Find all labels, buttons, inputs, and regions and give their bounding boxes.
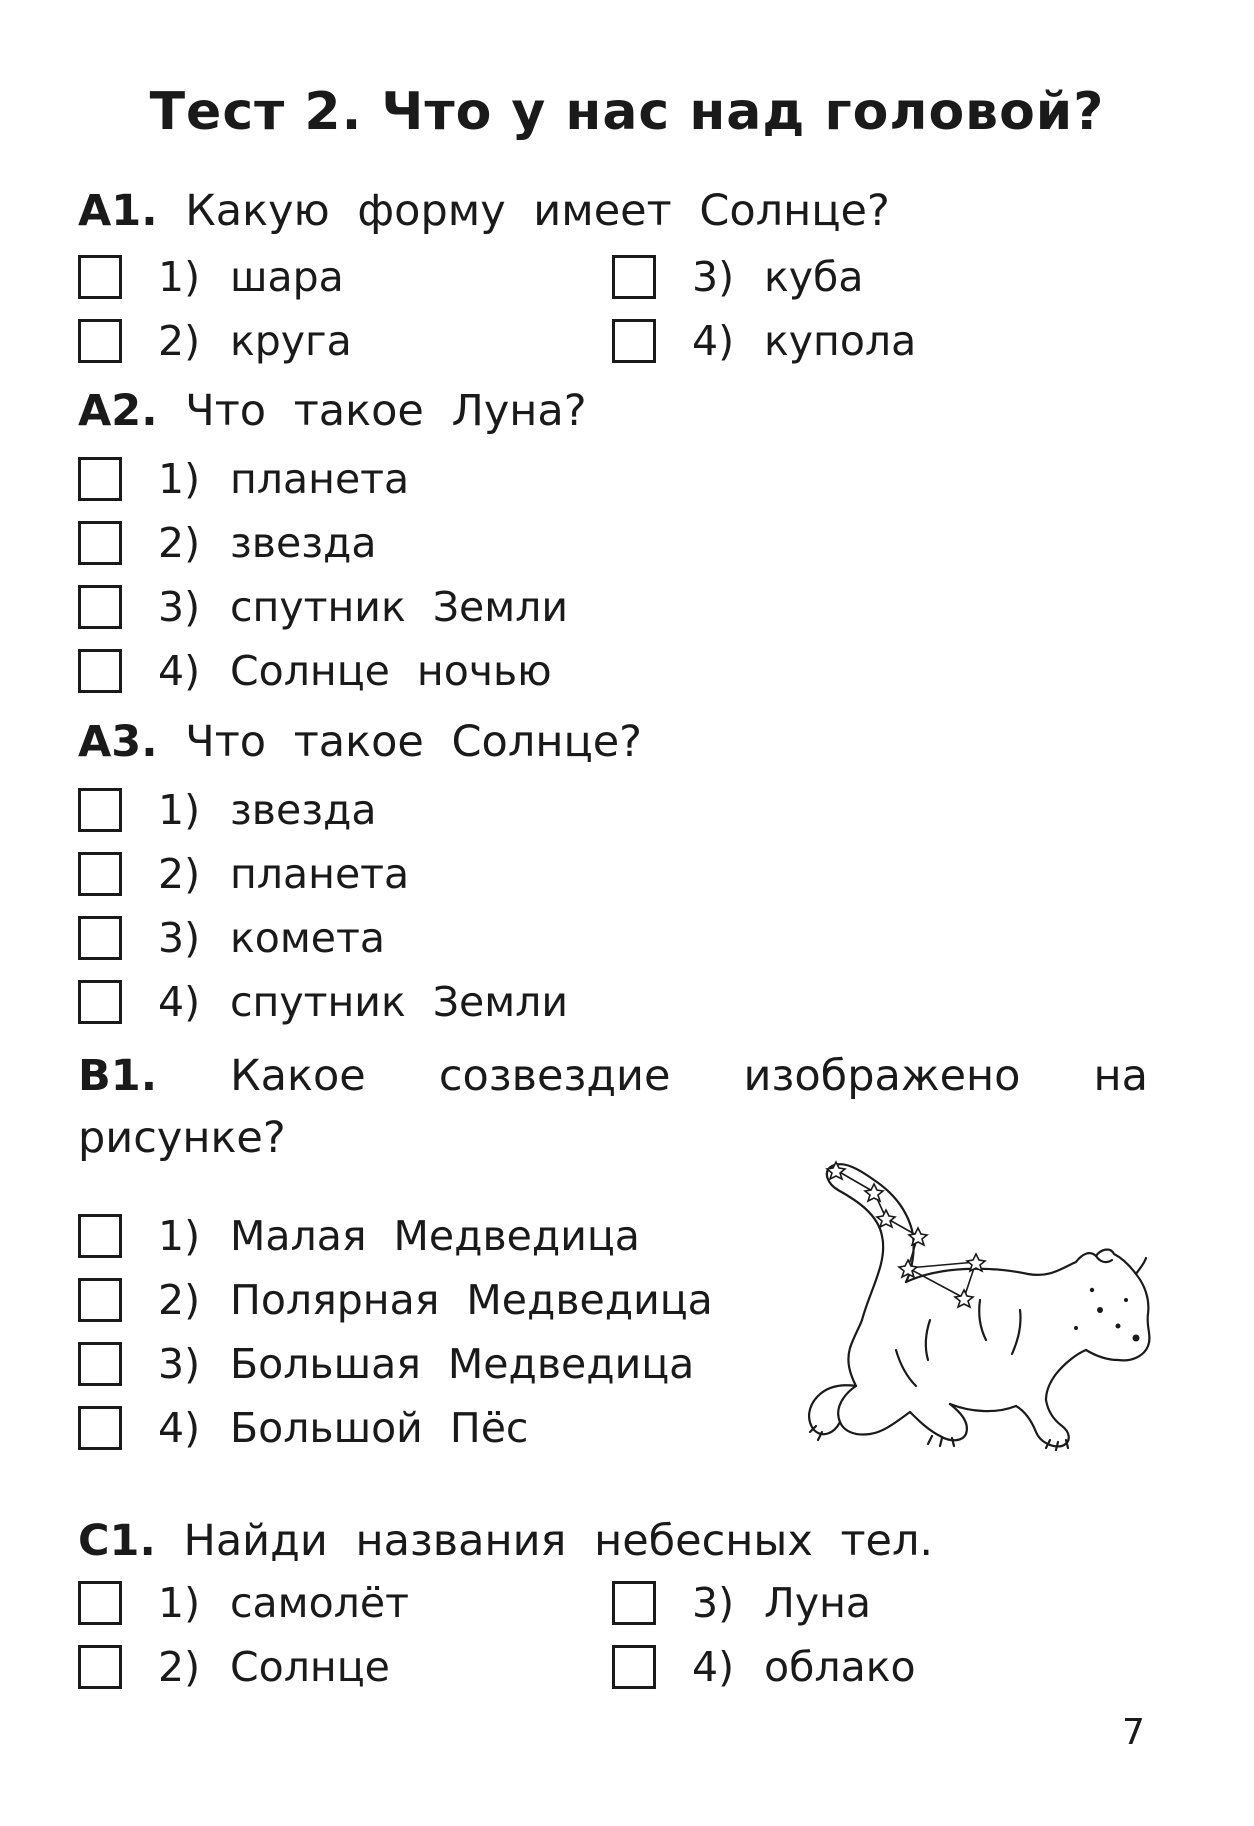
- question-number: С1.: [78, 1516, 156, 1566]
- option-text: спутник Земли: [230, 583, 569, 631]
- answer-checkbox[interactable]: [78, 788, 122, 832]
- question-number: А3.: [78, 717, 158, 767]
- option-number: 1): [158, 1212, 201, 1260]
- option-number: 3): [692, 1579, 735, 1627]
- option-number: 1): [158, 455, 201, 503]
- option-text: Полярная Медведица: [230, 1276, 713, 1324]
- option-text: Солнце: [230, 1643, 390, 1691]
- question-text: Что такое Солнце?: [185, 717, 643, 767]
- option-number: 1): [158, 253, 201, 301]
- answer-checkbox[interactable]: [78, 1645, 122, 1689]
- question-text: Что такое Луна?: [185, 386, 587, 436]
- question-text: Какую форму имеет Солнце?: [185, 186, 890, 236]
- answer-checkbox[interactable]: [78, 521, 122, 565]
- option-number: 2): [158, 1276, 201, 1324]
- answer-checkbox[interactable]: [78, 649, 122, 693]
- option-number: 2): [158, 519, 201, 567]
- option-text: шара: [230, 253, 344, 301]
- answer-checkbox[interactable]: [612, 1645, 656, 1689]
- option-number: 3): [158, 914, 201, 962]
- option-text: куба: [764, 253, 864, 301]
- option-number: 4): [692, 1643, 735, 1691]
- answer-checkbox[interactable]: [612, 255, 656, 299]
- answer-checkbox[interactable]: [78, 319, 122, 363]
- option-text: комета: [230, 914, 386, 962]
- option-number: 3): [158, 1340, 201, 1388]
- answer-checkbox[interactable]: [612, 1581, 656, 1625]
- answer-checkbox[interactable]: [612, 319, 656, 363]
- option-number: 1): [158, 786, 201, 834]
- option-number: 2): [158, 317, 201, 365]
- question-text: Найди названия небесных тел.: [183, 1516, 934, 1566]
- option-number: 4): [692, 317, 735, 365]
- option-text: звезда: [230, 786, 377, 834]
- option-number: 2): [158, 850, 201, 898]
- question-a1: [78, 186, 890, 236]
- option-number: 3): [158, 583, 201, 631]
- question-a3: [78, 717, 642, 767]
- option-text: Малая Медведица: [230, 1212, 640, 1260]
- answer-checkbox[interactable]: [78, 255, 122, 299]
- option-text: самолёт: [230, 1579, 409, 1627]
- page-title: Тест 2. Что у нас над головой?: [149, 82, 1105, 142]
- option-text: облако: [764, 1643, 916, 1691]
- question-c1: [78, 1516, 933, 1566]
- option-number: 4): [158, 978, 201, 1026]
- option-number: 4): [158, 647, 201, 695]
- answer-checkbox[interactable]: [78, 1278, 122, 1322]
- option-text: планета: [230, 850, 410, 898]
- option-text: купола: [764, 317, 917, 365]
- question-number: В1.: [78, 1051, 158, 1101]
- answer-checkbox[interactable]: [78, 585, 122, 629]
- answer-checkbox[interactable]: [78, 852, 122, 896]
- question-text: Какое созвездие изображено на рисунке?: [78, 1051, 1149, 1163]
- option-text: звезда: [230, 519, 377, 567]
- answer-checkbox[interactable]: [78, 1581, 122, 1625]
- option-text: круга: [230, 317, 352, 365]
- option-text: Большой Пёс: [230, 1404, 529, 1452]
- answer-checkbox[interactable]: [78, 1406, 122, 1450]
- option-text: Солнце ночью: [230, 647, 552, 695]
- answer-checkbox[interactable]: [78, 980, 122, 1024]
- option-number: 4): [158, 1404, 201, 1452]
- option-text: планета: [230, 455, 410, 503]
- option-number: 3): [692, 253, 735, 301]
- option-text: Большая Медведица: [230, 1340, 695, 1388]
- answer-checkbox[interactable]: [78, 457, 122, 501]
- answer-checkbox[interactable]: [78, 916, 122, 960]
- answer-checkbox[interactable]: [78, 1342, 122, 1386]
- page-number: 7: [1122, 1712, 1145, 1753]
- answer-checkbox[interactable]: [78, 1214, 122, 1258]
- question-number: А2.: [78, 386, 158, 436]
- question-a2: [78, 386, 587, 436]
- question-number: А1.: [78, 186, 158, 236]
- option-text: спутник Земли: [230, 978, 569, 1026]
- option-number: 1): [158, 1579, 201, 1627]
- option-number: 2): [158, 1643, 201, 1691]
- great-bear-constellation-illustration: [800, 1150, 1160, 1460]
- option-text: Луна: [764, 1579, 872, 1627]
